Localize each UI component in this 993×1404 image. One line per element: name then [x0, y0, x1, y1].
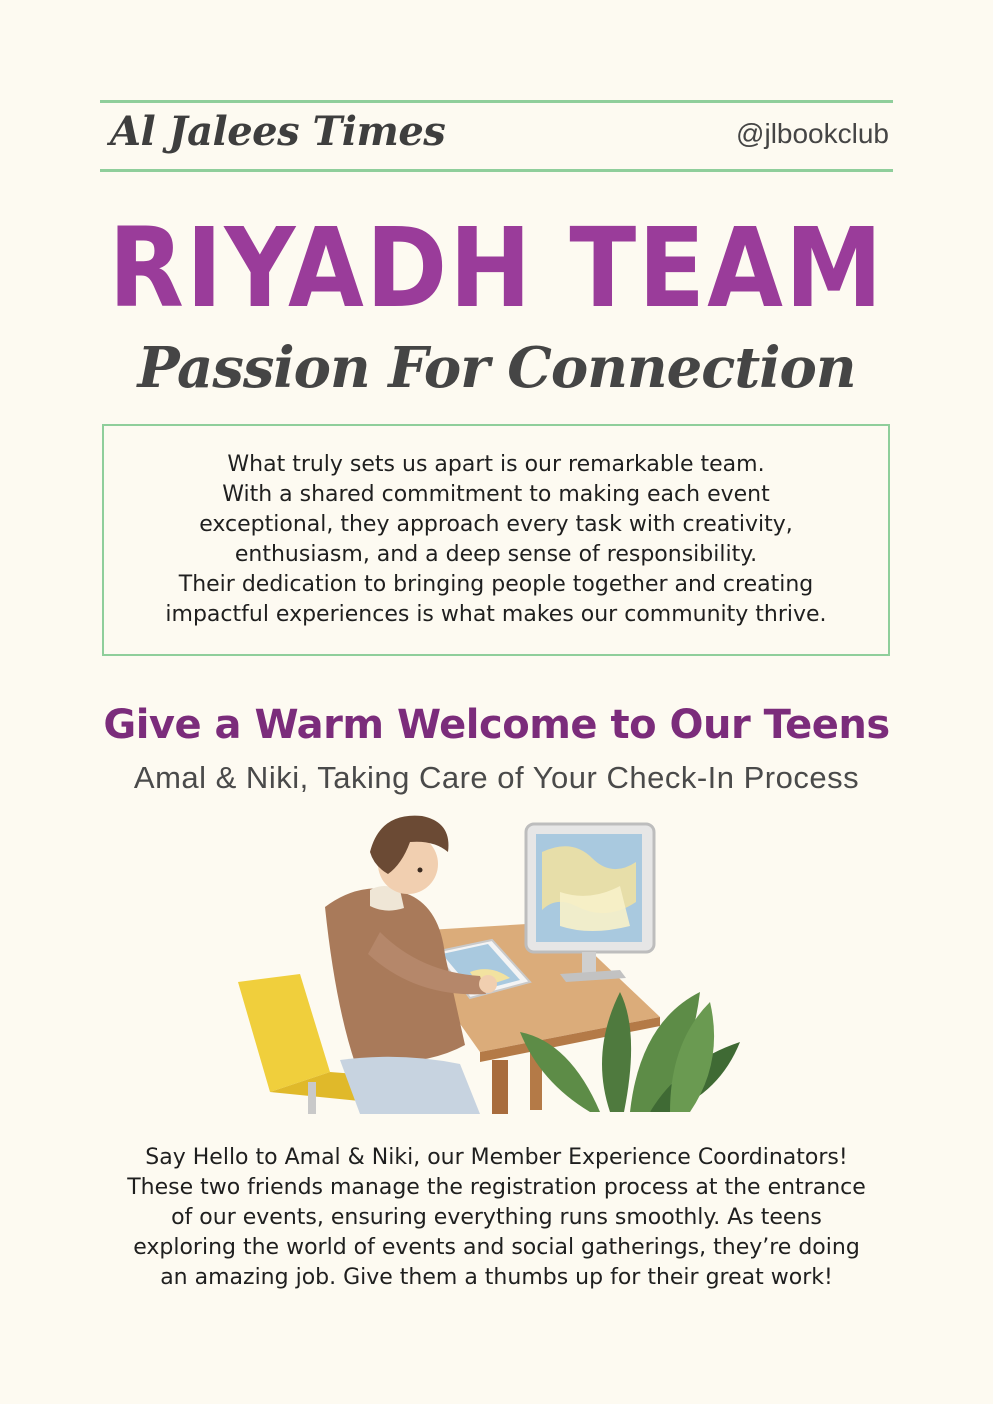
intro-line: exceptional, they approach every task with creativity, [199, 512, 793, 537]
top-rule [100, 100, 893, 103]
intro-line: Their dedication to bringing people together and creating [178, 572, 814, 597]
body-line: exploring the world of events and social gatherings, they’re doing [133, 1235, 860, 1260]
body-line: of our events, ensuring everything runs smoothly. As teens [171, 1205, 822, 1230]
section-heading: Give a Warm Welcome to Our Teens [103, 702, 890, 748]
intro-text [145, 450, 846, 630]
section-subheading: Amal & Niki, Taking Care of Your Check-In Process [133, 760, 860, 795]
intro-line: What truly sets us apart is our remarkable team. [227, 452, 765, 477]
body-text [0, 1143, 993, 1293]
intro-line: impactful experiences is what makes our community thrive. [165, 602, 827, 627]
teen-at-desk-illustration [230, 812, 760, 1114]
masthead: Al Jalees Times [110, 108, 446, 155]
intro-line: With a shared commitment to making each event [222, 482, 770, 507]
intro-box [102, 424, 890, 656]
page-subtitle: Passion For Connection [137, 335, 856, 401]
social-handle: @jlbookclub [736, 118, 889, 149]
body-line: an amazing job. Give them a thumbs up for their great work! [160, 1265, 833, 1290]
page-title: RIYADH TEAM [108, 205, 885, 333]
body-line: These two friends manage the registration process at the entrance [127, 1175, 866, 1200]
intro-line: enthusiasm, and a deep sense of responsibility. [234, 542, 758, 567]
body-line: Say Hello to Amal & Niki, our Member Experience Coordinators! [145, 1145, 848, 1170]
bottom-rule [100, 169, 893, 172]
